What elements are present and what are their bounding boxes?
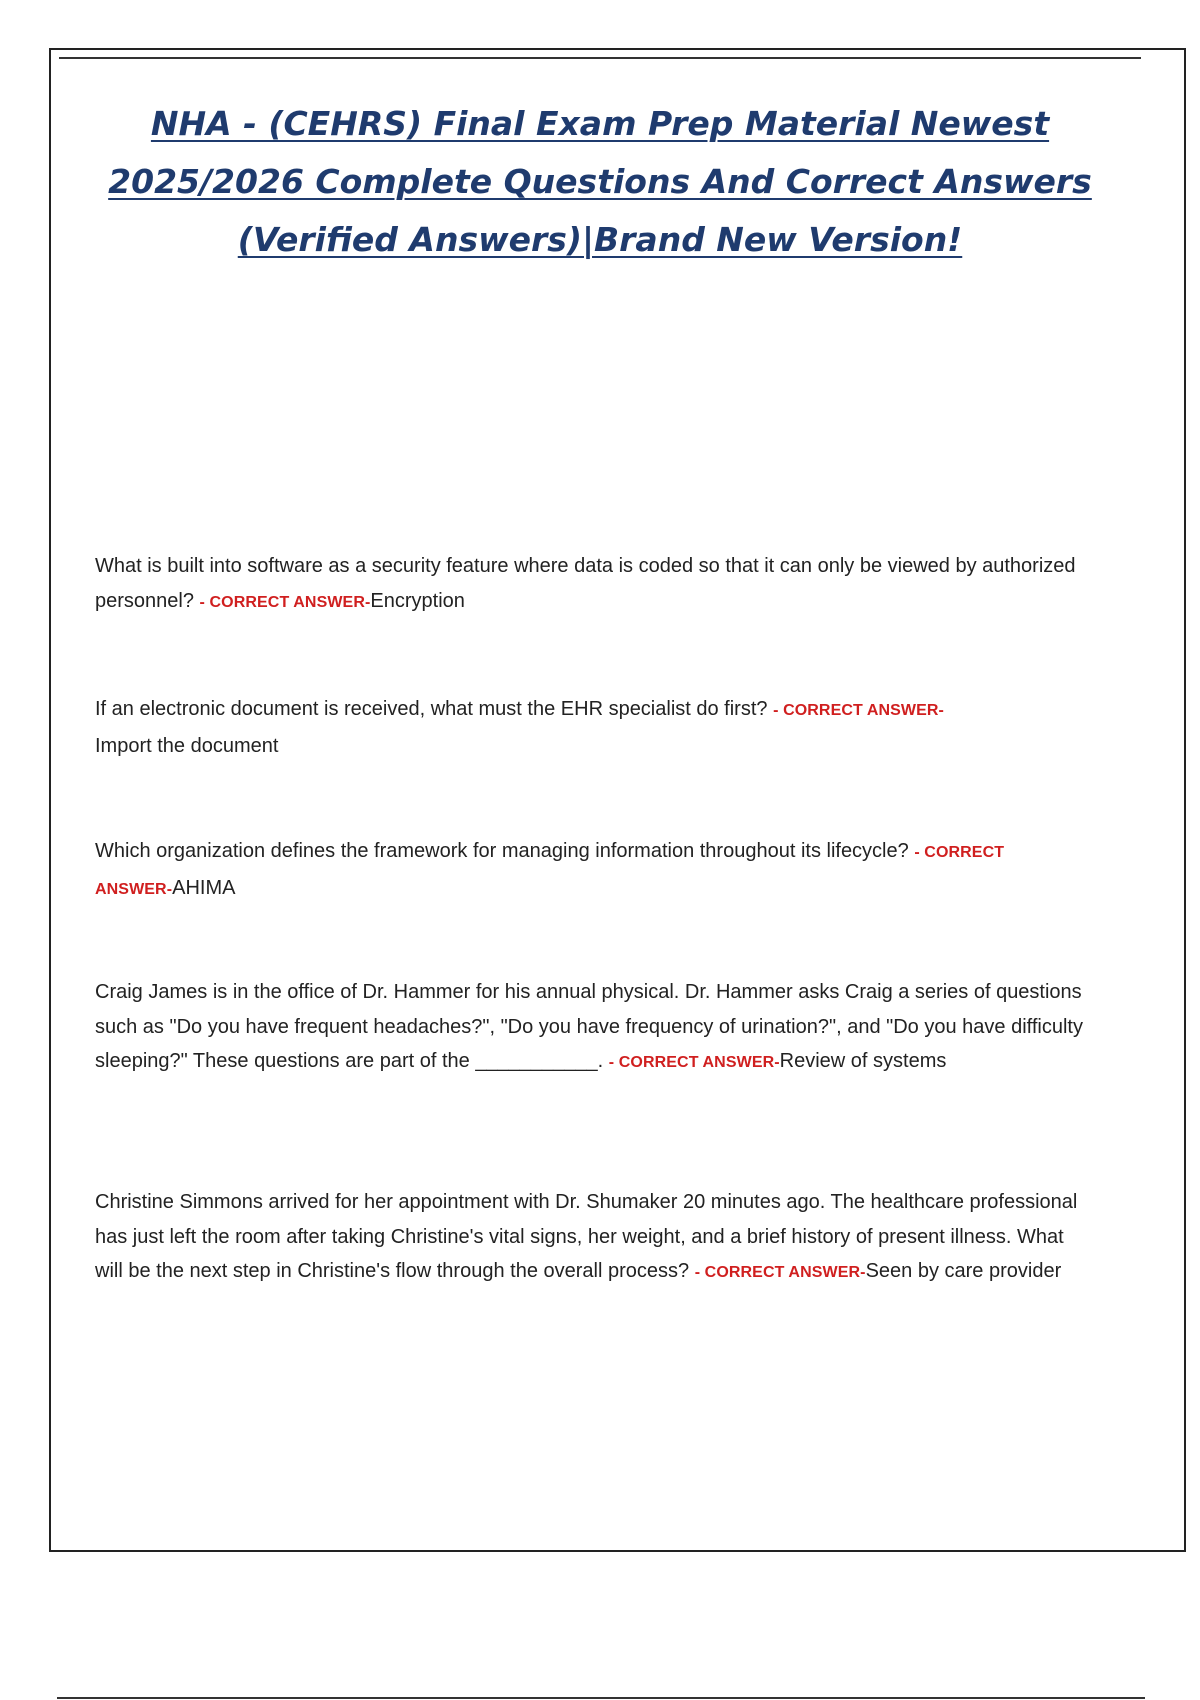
answer-text: Seen by care provider xyxy=(865,1260,1062,1282)
qa-item xyxy=(95,975,1085,1081)
qa-item xyxy=(95,1185,1085,1291)
correct-answer-label: - CORRECT ANSWER- xyxy=(199,593,371,611)
document-title xyxy=(60,95,1140,269)
question-text: What is built into software as a security feature where data is coded so that it can only be viewed by authorized personnel? xyxy=(95,555,1076,612)
answer-text: AHIMA xyxy=(172,876,236,899)
question-text: Christine Simmons arrived for her appointment with Dr. Shumaker 20 minutes ago. The healthcare professional has just left the room after taking Christine's vital signs, her weight, and a brief history of present illness. What will be the next step in Christine's flow through the overall process? xyxy=(95,1191,1078,1282)
correct-answer-label: - CORRECT ANSWER- xyxy=(608,1054,780,1071)
correct-answer-label: - CORRECT ANSWER- xyxy=(95,844,1005,898)
document-title-text: NHA - (CEHRS) Final Exam Prep Material Newest 2025/2026 Complete Questions And Correct Answers (Verified Answers)|Brand New Version! xyxy=(108,104,1092,259)
bottom-rule xyxy=(57,1697,1145,1699)
qa-item xyxy=(95,692,1085,763)
qa-item xyxy=(95,834,1085,907)
question-text: Which organization defines the framework for managing information throughout its lifecycle? xyxy=(95,840,909,862)
page-frame xyxy=(49,48,1186,1552)
qa-item xyxy=(95,549,1085,620)
question-text: Craig James is in the office of Dr. Hammer for his annual physical. Dr. Hammer asks Craig a series of questions such as "Do you have frequent headaches?", "Do you have frequency of urination?", and "Do you have difficulty sleeping?" These questions are part of the ___________. xyxy=(95,981,1083,1072)
correct-answer-label: - CORRECT ANSWER- xyxy=(694,1264,866,1281)
correct-answer-label: - CORRECT ANSWER- xyxy=(773,702,944,719)
answer-text: Review of systems xyxy=(779,1050,947,1072)
top-rule xyxy=(59,57,1141,59)
answer-text: Import the document xyxy=(95,734,279,757)
answer-text: Encryption xyxy=(370,589,465,612)
question-text: If an electronic document is received, what must the EHR specialist do first? xyxy=(95,698,768,720)
